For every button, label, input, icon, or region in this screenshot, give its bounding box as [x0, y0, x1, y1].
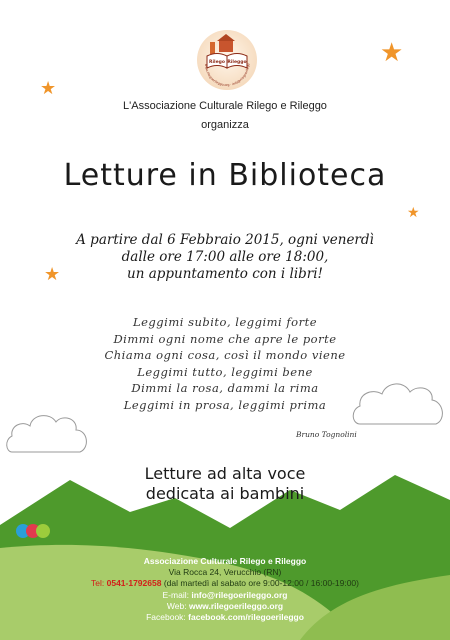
poem-line: Leggimi in prosa, leggimi prima [123, 397, 327, 412]
footer-contacts [0, 556, 450, 623]
poem [0, 314, 450, 413]
footer-name: Associazione Culturale Rilego e Rileggo [143, 556, 307, 566]
footer-address: Via Rocca 24, Verucchio (RN) [168, 567, 282, 578]
star-icon: ★ [40, 78, 57, 99]
poem-line: Chiama ogni cosa, così il mondo viene [104, 348, 346, 362]
star-icon: ★ [44, 264, 61, 285]
web-link[interactable]: www.rilegoerileggo.org [188, 600, 284, 611]
organizer-name: L'Associazione Culturale Rilego e Rileggo [123, 100, 327, 112]
logo-graphic [197, 30, 257, 90]
organizer-verb: organizza [201, 119, 249, 131]
poem-author: Bruno Tognolini [296, 430, 357, 439]
email-link[interactable]: info@rilegoerileggo.org [191, 589, 288, 600]
cloud-icon [7, 416, 87, 452]
subtitle [0, 464, 450, 504]
detail-line: dalle ore 17:00 alle ore 18:00, [121, 249, 329, 265]
poem-line: Leggimi tutto, leggimi bene [137, 364, 313, 379]
detail-line: A partire dal 6 Febbraio 2015, ogni venerdì [76, 232, 374, 248]
footer-email: E-mail: info@rilegoerileggo.org [162, 589, 288, 600]
dots-icon [16, 524, 52, 540]
poem-line: Dimmi la rosa, dammi la rima [131, 381, 319, 395]
phone-number[interactable]: 0541-1792658 [106, 578, 162, 589]
footer-facebook: Facebook: facebook.com/rilegoerileggo [146, 612, 304, 623]
poem-line: Dimmi ogni nome che apre le porte [113, 331, 337, 346]
dot-green [36, 524, 50, 538]
logo-icon [197, 30, 257, 90]
subtitle-line: dedicata ai bambini [145, 484, 305, 503]
poem-line: Leggimi subito, leggimi forte [132, 315, 317, 329]
footer-phone: Tel: 0541-1792658 (dal martedì al sabato ore 9:00-12:00 / 16:00-19:00) [91, 578, 359, 589]
page-title: Letture in Biblioteca [63, 158, 387, 193]
logo-label-right: Rileggo [227, 60, 247, 65]
subtitle-line: Letture ad alta voce [144, 464, 306, 483]
star-icon: ★ [407, 205, 420, 221]
star-icon: ★ [380, 38, 404, 68]
facebook-link[interactable]: facebook.com/rilegoerileggo [188, 612, 304, 623]
event-details [0, 232, 450, 283]
detail-line: un appuntamento con i libri! [127, 266, 323, 282]
logo-ring-text: www.rilegoerileggo.org · info@rilegoerilegg [203, 63, 251, 88]
logo-label-left: Rilego [209, 60, 225, 65]
footer-web: Web: www.rilegoerileggo.org [166, 600, 284, 611]
